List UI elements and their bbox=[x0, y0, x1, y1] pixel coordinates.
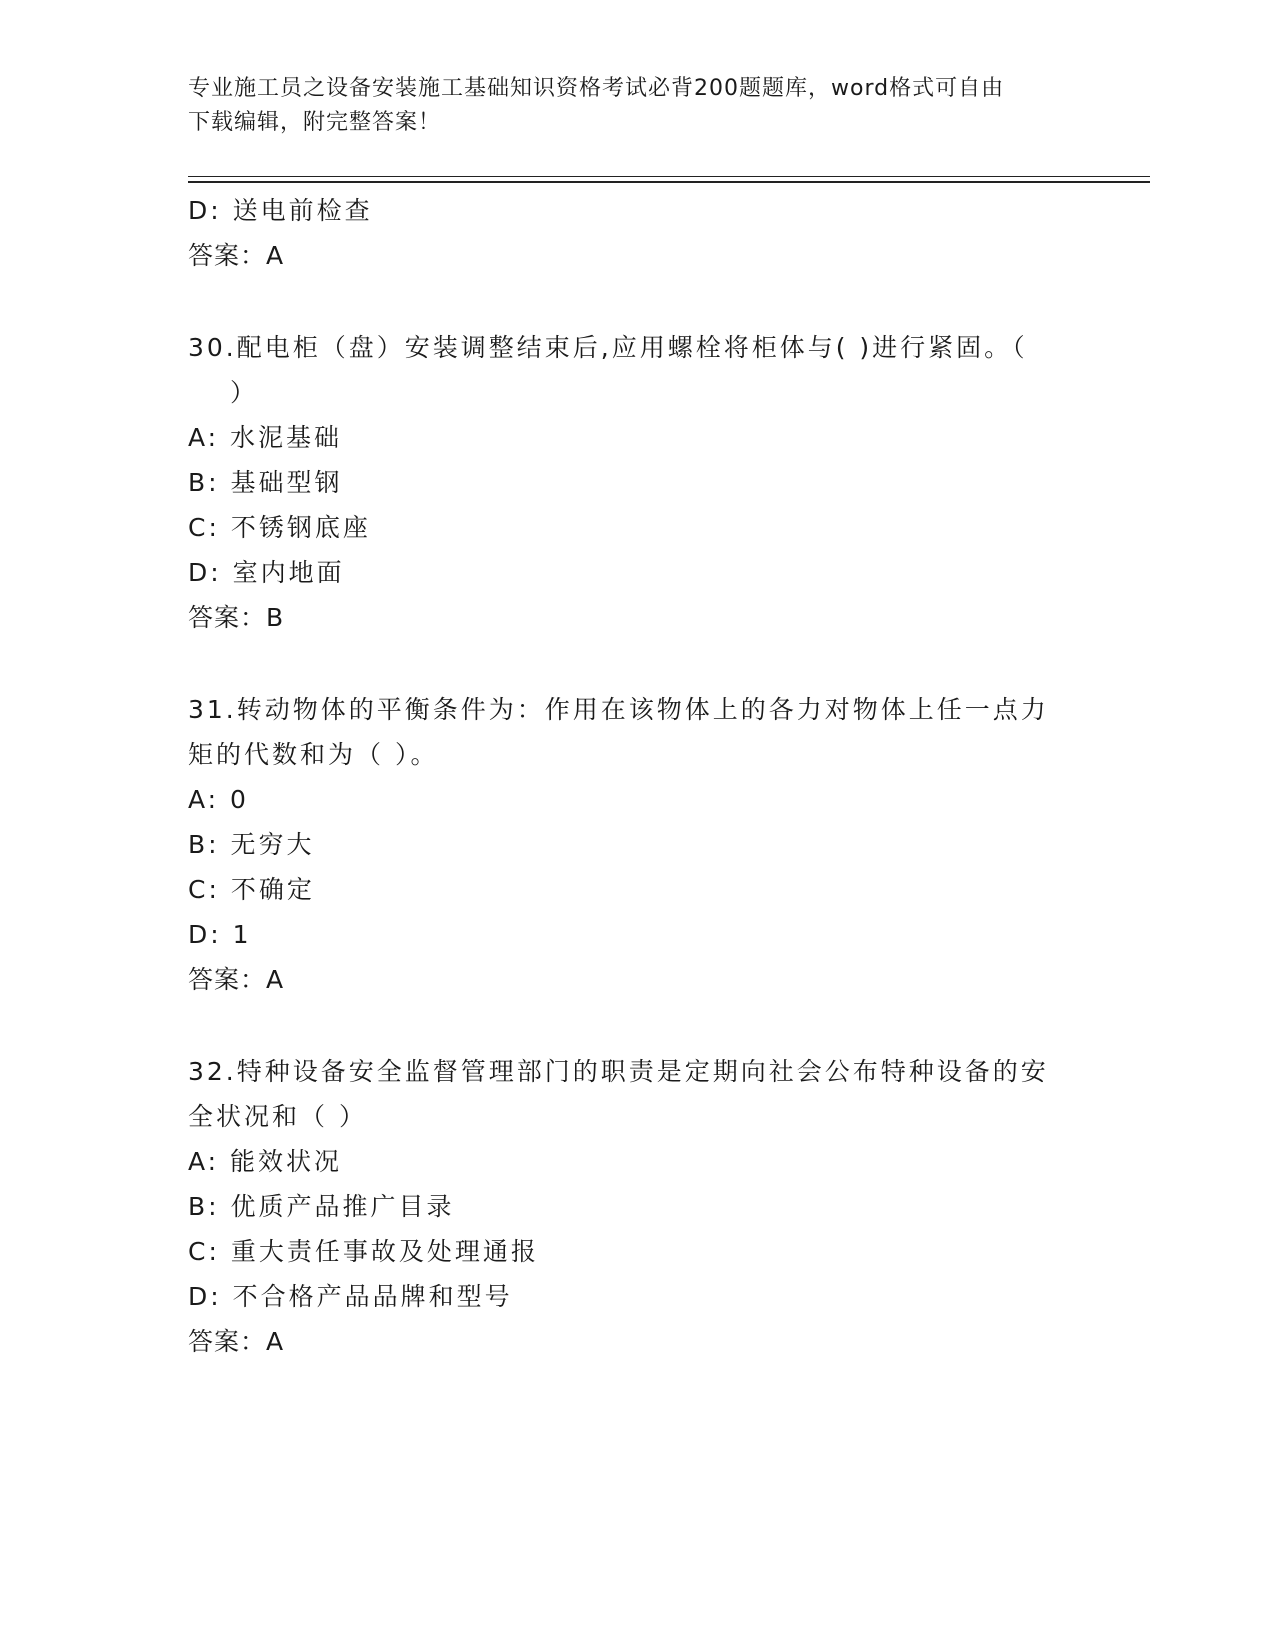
option-d: D: 送电前检查 bbox=[188, 196, 373, 225]
question-list bbox=[188, 188, 1068, 1364]
question-31 bbox=[188, 687, 1068, 1002]
option-d: D: 1 bbox=[188, 920, 252, 949]
option-c: C: 重大责任事故及处理通报 bbox=[188, 1237, 539, 1266]
option-d: D: 不合格产品品牌和型号 bbox=[188, 1282, 513, 1311]
header-divider-top bbox=[188, 176, 1150, 177]
option-a: A: 能效状况 bbox=[188, 1147, 343, 1176]
question-stem-continued: 全状况和（ ） bbox=[188, 1102, 367, 1131]
option-b: B: 基础型钢 bbox=[188, 468, 343, 497]
answer: 答案：A bbox=[188, 241, 285, 270]
question-stem: 31.转动物体的平衡条件为：作用在该物体上的各力对物体上任一点力 bbox=[188, 695, 1049, 724]
option-a: A: 水泥基础 bbox=[188, 423, 343, 452]
answer: 答案：B bbox=[188, 603, 285, 632]
question-32 bbox=[188, 1049, 1068, 1364]
option-c: C: 不确定 bbox=[188, 875, 315, 904]
header-line-1: 专业施工员之设备安装施工基础知识资格考试必背200题题库，word格式可自由 bbox=[188, 76, 1005, 101]
spacer bbox=[188, 1002, 1068, 1049]
question-30 bbox=[188, 325, 1068, 640]
header-line-2: 下载编辑，附完整答案！ bbox=[188, 110, 442, 135]
option-b: B: 优质产品推广目录 bbox=[188, 1192, 455, 1221]
option-a: A: 0 bbox=[188, 785, 249, 814]
option-b: B: 无穷大 bbox=[188, 830, 315, 859]
option-c: C: 不锈钢底座 bbox=[188, 513, 371, 542]
document-header bbox=[188, 72, 1068, 140]
question-stem-continued: ） bbox=[230, 378, 259, 407]
option-d: D: 室内地面 bbox=[188, 558, 345, 587]
spacer bbox=[188, 278, 1068, 325]
question-stem-continued: 矩的代数和为（ ）。 bbox=[188, 740, 439, 769]
spacer bbox=[188, 640, 1068, 687]
answer: 答案：A bbox=[188, 1327, 285, 1356]
header-divider-bottom bbox=[188, 181, 1150, 183]
answer: 答案：A bbox=[188, 965, 285, 994]
question-stem: 30.配电柜（盘）安装调整结束后,应用螺栓将柜体与( )进行紧固。（ bbox=[188, 333, 1028, 362]
question-stem: 32.特种设备安全监督管理部门的职责是定期向社会公布特种设备的安 bbox=[188, 1057, 1049, 1086]
